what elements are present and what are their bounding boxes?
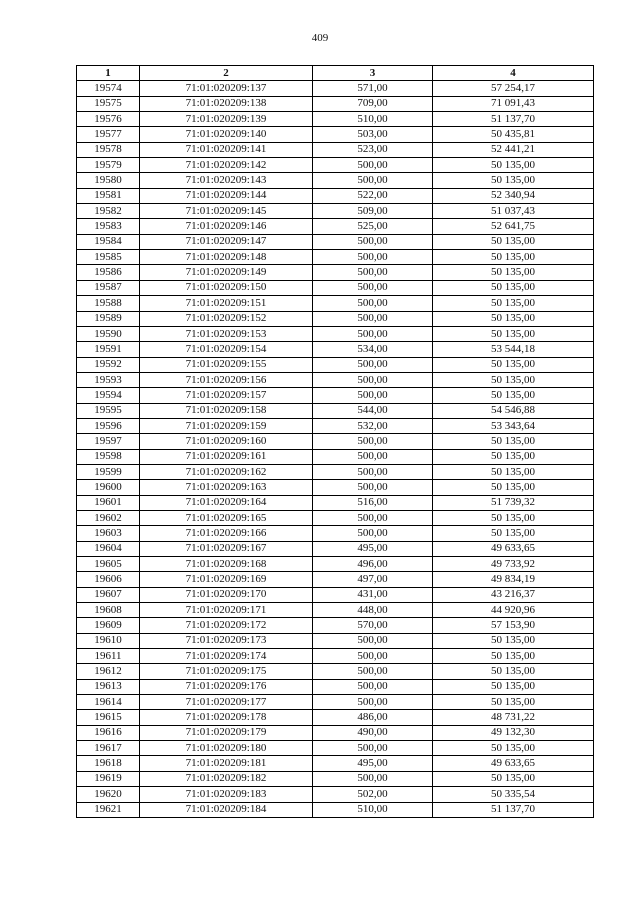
value-cell: 51 137,70 [433, 802, 594, 817]
cadastral-number-cell: 71:01:020209:138 [140, 96, 313, 111]
value-cell: 50 135,00 [433, 464, 594, 479]
table-header [77, 66, 594, 81]
cadastral-number-cell: 71:01:020209:144 [140, 188, 313, 203]
row-number-cell: 19596 [77, 418, 140, 433]
cadastral-number-cell: 71:01:020209:180 [140, 741, 313, 756]
cadastral-number-cell: 71:01:020209:176 [140, 679, 313, 694]
cadastral-number-cell: 71:01:020209:172 [140, 618, 313, 633]
value-cell: 50 135,00 [433, 434, 594, 449]
area-cell: 500,00 [313, 771, 433, 786]
cadastral-number-cell: 71:01:020209:147 [140, 234, 313, 249]
table-row [77, 81, 594, 96]
cadastral-number-cell: 71:01:020209:146 [140, 219, 313, 234]
table-row [77, 618, 594, 633]
area-cell: 500,00 [313, 280, 433, 295]
cadastral-number-cell: 71:01:020209:163 [140, 480, 313, 495]
table-row [77, 311, 594, 326]
table-row [77, 403, 594, 418]
value-cell: 57 153,90 [433, 618, 594, 633]
value-cell: 51 739,32 [433, 495, 594, 510]
value-cell: 43 216,37 [433, 587, 594, 602]
area-cell: 503,00 [313, 127, 433, 142]
cadastral-number-cell: 71:01:020209:161 [140, 449, 313, 464]
value-cell: 50 135,00 [433, 664, 594, 679]
row-number-cell: 19595 [77, 403, 140, 418]
cadastral-number-cell: 71:01:020209:148 [140, 250, 313, 265]
row-number-cell: 19607 [77, 587, 140, 602]
cadastral-number-cell: 71:01:020209:145 [140, 204, 313, 219]
row-number-cell: 19577 [77, 127, 140, 142]
area-cell: 500,00 [313, 357, 433, 372]
value-cell: 50 135,00 [433, 326, 594, 341]
row-number-cell: 19594 [77, 388, 140, 403]
value-cell: 50 135,00 [433, 633, 594, 648]
table-row [77, 710, 594, 725]
cadastral-number-cell: 71:01:020209:165 [140, 510, 313, 525]
table-row [77, 388, 594, 403]
value-cell: 50 135,00 [433, 158, 594, 173]
row-number-cell: 19592 [77, 357, 140, 372]
table-row [77, 449, 594, 464]
area-cell: 500,00 [313, 464, 433, 479]
row-number-cell: 19579 [77, 158, 140, 173]
table-row [77, 679, 594, 694]
area-cell: 525,00 [313, 219, 433, 234]
row-number-cell: 19599 [77, 464, 140, 479]
area-cell: 500,00 [313, 158, 433, 173]
cadastral-number-cell: 71:01:020209:177 [140, 695, 313, 710]
table-row [77, 633, 594, 648]
column-header-3: 3 [313, 66, 433, 81]
table-row [77, 664, 594, 679]
cadastral-number-cell: 71:01:020209:139 [140, 112, 313, 127]
value-cell: 50 135,00 [433, 771, 594, 786]
table-row [77, 495, 594, 510]
table-row [77, 802, 594, 817]
table-row [77, 326, 594, 341]
area-cell: 500,00 [313, 649, 433, 664]
row-number-cell: 19601 [77, 495, 140, 510]
cadastral-number-cell: 71:01:020209:155 [140, 357, 313, 372]
area-cell: 431,00 [313, 587, 433, 602]
row-number-cell: 19609 [77, 618, 140, 633]
value-cell: 49 834,19 [433, 572, 594, 587]
value-cell: 44 920,96 [433, 603, 594, 618]
row-number-cell: 19605 [77, 557, 140, 572]
row-number-cell: 19620 [77, 787, 140, 802]
table-row [77, 342, 594, 357]
area-cell: 500,00 [313, 311, 433, 326]
table-row [77, 265, 594, 280]
row-number-cell: 19589 [77, 311, 140, 326]
value-cell: 54 546,88 [433, 403, 594, 418]
cadastral-number-cell: 71:01:020209:164 [140, 495, 313, 510]
area-cell: 500,00 [313, 296, 433, 311]
value-cell: 49 633,65 [433, 541, 594, 556]
row-number-cell: 19590 [77, 326, 140, 341]
area-cell: 532,00 [313, 418, 433, 433]
value-cell: 50 135,00 [433, 311, 594, 326]
row-number-cell: 19610 [77, 633, 140, 648]
cadastral-number-cell: 71:01:020209:171 [140, 603, 313, 618]
value-cell: 50 135,00 [433, 250, 594, 265]
row-number-cell: 19576 [77, 112, 140, 127]
table-row [77, 603, 594, 618]
value-cell: 50 135,00 [433, 526, 594, 541]
value-cell: 50 135,00 [433, 388, 594, 403]
table-row [77, 464, 594, 479]
cadastral-number-cell: 71:01:020209:150 [140, 280, 313, 295]
row-number-cell: 19614 [77, 695, 140, 710]
row-number-cell: 19581 [77, 188, 140, 203]
cadastral-number-cell: 71:01:020209:151 [140, 296, 313, 311]
cadastral-number-cell: 71:01:020209:173 [140, 633, 313, 648]
table-row [77, 250, 594, 265]
cadastral-number-cell: 71:01:020209:182 [140, 771, 313, 786]
row-number-cell: 19617 [77, 741, 140, 756]
row-number-cell: 19584 [77, 234, 140, 249]
row-number-cell: 19580 [77, 173, 140, 188]
row-number-cell: 19616 [77, 725, 140, 740]
page-number: 409 [311, 32, 329, 44]
table-row [77, 695, 594, 710]
table-row [77, 158, 594, 173]
table-row [77, 296, 594, 311]
table-row [77, 96, 594, 111]
table-row [77, 434, 594, 449]
table-row [77, 572, 594, 587]
header-row [77, 66, 594, 81]
area-cell: 486,00 [313, 710, 433, 725]
value-cell: 50 135,00 [433, 265, 594, 280]
value-cell: 50 435,81 [433, 127, 594, 142]
table-row [77, 541, 594, 556]
area-cell: 500,00 [313, 388, 433, 403]
table-row [77, 557, 594, 572]
table-row [77, 112, 594, 127]
value-cell: 50 135,00 [433, 280, 594, 295]
cadastral-number-cell: 71:01:020209:142 [140, 158, 313, 173]
cadastral-number-cell: 71:01:020209:141 [140, 142, 313, 157]
area-cell: 500,00 [313, 664, 433, 679]
table-row [77, 787, 594, 802]
row-number-cell: 19588 [77, 296, 140, 311]
row-number-cell: 19597 [77, 434, 140, 449]
table-row [77, 725, 594, 740]
value-cell: 50 135,00 [433, 649, 594, 664]
row-number-cell: 19604 [77, 541, 140, 556]
area-cell: 500,00 [313, 250, 433, 265]
table-row [77, 280, 594, 295]
table-row [77, 771, 594, 786]
value-cell: 50 135,00 [433, 372, 594, 387]
row-number-cell: 19591 [77, 342, 140, 357]
area-cell: 516,00 [313, 495, 433, 510]
area-cell: 490,00 [313, 725, 433, 740]
row-number-cell: 19585 [77, 250, 140, 265]
area-cell: 510,00 [313, 802, 433, 817]
table-row [77, 142, 594, 157]
row-number-cell: 19608 [77, 603, 140, 618]
table-row [77, 204, 594, 219]
table-row [77, 234, 594, 249]
cadastral-number-cell: 71:01:020209:184 [140, 802, 313, 817]
row-number-cell: 19600 [77, 480, 140, 495]
cadastral-number-cell: 71:01:020209:174 [140, 649, 313, 664]
value-cell: 49 633,65 [433, 756, 594, 771]
table-row [77, 756, 594, 771]
table-row [77, 127, 594, 142]
area-cell: 510,00 [313, 112, 433, 127]
area-cell: 500,00 [313, 480, 433, 495]
value-cell: 50 135,00 [433, 234, 594, 249]
value-cell: 50 135,00 [433, 449, 594, 464]
area-cell: 500,00 [313, 741, 433, 756]
column-header-2: 2 [140, 66, 313, 81]
area-cell: 500,00 [313, 526, 433, 541]
row-number-cell: 19612 [77, 664, 140, 679]
data-table [76, 65, 594, 818]
area-cell: 709,00 [313, 96, 433, 111]
cadastral-number-cell: 71:01:020209:140 [140, 127, 313, 142]
cadastral-number-cell: 71:01:020209:179 [140, 725, 313, 740]
row-number-cell: 19606 [77, 572, 140, 587]
area-cell: 544,00 [313, 403, 433, 418]
table-row [77, 418, 594, 433]
row-number-cell: 19575 [77, 96, 140, 111]
row-number-cell: 19586 [77, 265, 140, 280]
table-row [77, 741, 594, 756]
area-cell: 500,00 [313, 434, 433, 449]
value-cell: 50 135,00 [433, 173, 594, 188]
row-number-cell: 19578 [77, 142, 140, 157]
cadastral-number-cell: 71:01:020209:167 [140, 541, 313, 556]
value-cell: 50 135,00 [433, 695, 594, 710]
value-cell: 53 544,18 [433, 342, 594, 357]
table-row [77, 372, 594, 387]
cadastral-number-cell: 71:01:020209:168 [140, 557, 313, 572]
cadastral-number-cell: 71:01:020209:158 [140, 403, 313, 418]
table-row [77, 357, 594, 372]
value-cell: 52 340,94 [433, 188, 594, 203]
cadastral-number-cell: 71:01:020209:160 [140, 434, 313, 449]
column-header-1: 1 [77, 66, 140, 81]
value-cell: 49 733,92 [433, 557, 594, 572]
value-cell: 52 641,75 [433, 219, 594, 234]
area-cell: 495,00 [313, 541, 433, 556]
area-cell: 502,00 [313, 787, 433, 802]
area-cell: 500,00 [313, 234, 433, 249]
cadastral-number-cell: 71:01:020209:143 [140, 173, 313, 188]
area-cell: 500,00 [313, 265, 433, 280]
value-cell: 49 132,30 [433, 725, 594, 740]
value-cell: 71 091,43 [433, 96, 594, 111]
table-row [77, 480, 594, 495]
table-row [77, 173, 594, 188]
row-number-cell: 19583 [77, 219, 140, 234]
value-cell: 51 137,70 [433, 112, 594, 127]
value-cell: 51 037,43 [433, 204, 594, 219]
cadastral-number-cell: 71:01:020209:149 [140, 265, 313, 280]
value-cell: 50 135,00 [433, 296, 594, 311]
area-cell: 523,00 [313, 142, 433, 157]
area-cell: 500,00 [313, 449, 433, 464]
value-cell: 50 335,54 [433, 787, 594, 802]
cadastral-number-cell: 71:01:020209:170 [140, 587, 313, 602]
area-cell: 495,00 [313, 756, 433, 771]
area-cell: 500,00 [313, 326, 433, 341]
value-cell: 48 731,22 [433, 710, 594, 725]
area-cell: 500,00 [313, 372, 433, 387]
cadastral-number-cell: 71:01:020209:166 [140, 526, 313, 541]
area-cell: 500,00 [313, 510, 433, 525]
area-cell: 509,00 [313, 204, 433, 219]
row-number-cell: 19602 [77, 510, 140, 525]
table-row [77, 649, 594, 664]
area-cell: 500,00 [313, 633, 433, 648]
row-number-cell: 19598 [77, 449, 140, 464]
row-number-cell: 19615 [77, 710, 140, 725]
cadastral-number-cell: 71:01:020209:175 [140, 664, 313, 679]
value-cell: 52 441,21 [433, 142, 594, 157]
area-cell: 497,00 [313, 572, 433, 587]
area-cell: 496,00 [313, 557, 433, 572]
row-number-cell: 19621 [77, 802, 140, 817]
value-cell: 50 135,00 [433, 480, 594, 495]
value-cell: 53 343,64 [433, 418, 594, 433]
row-number-cell: 19582 [77, 204, 140, 219]
table-row [77, 510, 594, 525]
cadastral-number-cell: 71:01:020209:159 [140, 418, 313, 433]
row-number-cell: 19574 [77, 81, 140, 96]
table-row [77, 219, 594, 234]
row-number-cell: 19603 [77, 526, 140, 541]
area-cell: 522,00 [313, 188, 433, 203]
area-cell: 571,00 [313, 81, 433, 96]
area-cell: 570,00 [313, 618, 433, 633]
area-cell: 534,00 [313, 342, 433, 357]
table-row [77, 526, 594, 541]
row-number-cell: 19587 [77, 280, 140, 295]
table-body [77, 81, 594, 818]
value-cell: 50 135,00 [433, 510, 594, 525]
cadastral-number-cell: 71:01:020209:137 [140, 81, 313, 96]
cadastral-number-cell: 71:01:020209:154 [140, 342, 313, 357]
table-row [77, 587, 594, 602]
table-row [77, 188, 594, 203]
area-cell: 500,00 [313, 695, 433, 710]
row-number-cell: 19611 [77, 649, 140, 664]
cadastral-number-cell: 71:01:020209:162 [140, 464, 313, 479]
cadastral-number-cell: 71:01:020209:178 [140, 710, 313, 725]
row-number-cell: 19593 [77, 372, 140, 387]
area-cell: 448,00 [313, 603, 433, 618]
cadastral-number-cell: 71:01:020209:157 [140, 388, 313, 403]
column-header-4: 4 [433, 66, 594, 81]
cadastral-number-cell: 71:01:020209:153 [140, 326, 313, 341]
area-cell: 500,00 [313, 173, 433, 188]
value-cell: 50 135,00 [433, 741, 594, 756]
cadastral-number-cell: 71:01:020209:152 [140, 311, 313, 326]
cadastral-number-cell: 71:01:020209:183 [140, 787, 313, 802]
value-cell: 50 135,00 [433, 357, 594, 372]
row-number-cell: 19613 [77, 679, 140, 694]
cadastral-number-cell: 71:01:020209:169 [140, 572, 313, 587]
row-number-cell: 19619 [77, 771, 140, 786]
value-cell: 57 254,17 [433, 81, 594, 96]
row-number-cell: 19618 [77, 756, 140, 771]
area-cell: 500,00 [313, 679, 433, 694]
cadastral-number-cell: 71:01:020209:156 [140, 372, 313, 387]
cadastral-number-cell: 71:01:020209:181 [140, 756, 313, 771]
value-cell: 50 135,00 [433, 679, 594, 694]
